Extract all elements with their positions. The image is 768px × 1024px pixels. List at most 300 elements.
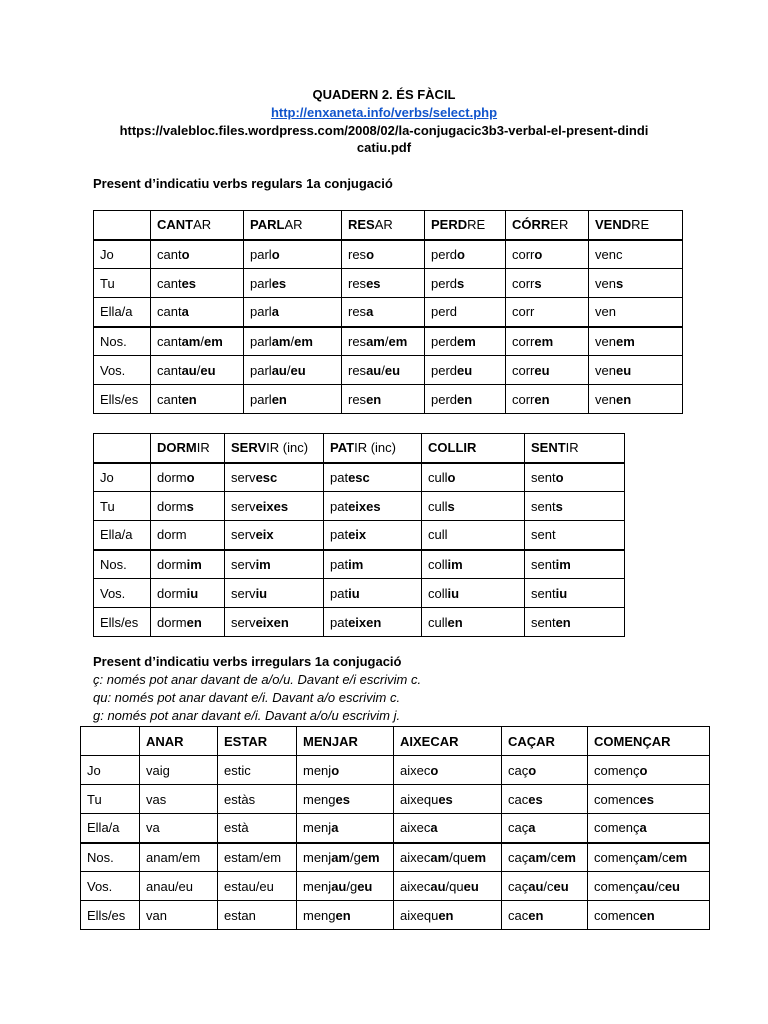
stem-text: / bbox=[286, 362, 291, 378]
conjugation-cell bbox=[394, 814, 502, 843]
ending-text: es bbox=[438, 791, 453, 807]
stem-text: corr bbox=[512, 304, 535, 320]
stem-text: aixec bbox=[400, 762, 431, 778]
stem-text: pat bbox=[330, 527, 349, 543]
ending-text: au bbox=[366, 362, 382, 378]
stem-text: caç bbox=[508, 878, 529, 894]
conjugation-cell bbox=[225, 579, 324, 608]
stem-text: cull bbox=[428, 614, 448, 630]
ending-text: iu bbox=[186, 585, 199, 601]
table-row bbox=[81, 872, 710, 901]
ending-text: em bbox=[360, 849, 380, 865]
stem-text: meng bbox=[303, 907, 336, 923]
verb-header-cell bbox=[151, 211, 244, 240]
conjugation-cell bbox=[324, 463, 422, 492]
stem-text: sent bbox=[531, 527, 556, 543]
ending-text: es bbox=[639, 791, 654, 807]
verb-header-cell bbox=[297, 727, 394, 756]
pronoun-cell: Tu bbox=[94, 269, 151, 298]
conjugation-cell bbox=[506, 269, 589, 298]
stem-text: venc bbox=[595, 246, 623, 262]
stem-text: comenc bbox=[594, 791, 640, 807]
conjugation-cell bbox=[506, 240, 589, 269]
verb-header-cell bbox=[589, 211, 683, 240]
ending-text: em bbox=[457, 333, 476, 349]
conjugation-cell bbox=[589, 269, 683, 298]
conjugation-cell bbox=[394, 901, 502, 930]
stem-text: dorm bbox=[157, 527, 187, 543]
ending-text: em bbox=[204, 333, 223, 349]
stem-text: res bbox=[348, 362, 367, 378]
stem-text: serv bbox=[231, 585, 256, 601]
conjugation-cell bbox=[525, 492, 625, 521]
stem-text: menj bbox=[303, 762, 332, 778]
pronoun-cell: Vos. bbox=[81, 872, 140, 901]
stem-text: estàs bbox=[224, 791, 256, 807]
stem-text: res bbox=[348, 333, 367, 349]
stem-text: cant bbox=[157, 333, 182, 349]
ending-text: en bbox=[181, 391, 197, 407]
ending-text: o bbox=[528, 762, 537, 778]
conjugation-cell bbox=[502, 814, 588, 843]
stem-text: cant bbox=[157, 275, 182, 291]
ending-text: s bbox=[457, 275, 465, 291]
note-qu: qu: només pot anar davant e/i. Davant a/o escrivim c. bbox=[93, 690, 401, 705]
ending-text: s bbox=[615, 275, 624, 291]
stem-text: començ bbox=[594, 762, 640, 778]
verb-header-cell bbox=[140, 727, 218, 756]
conjugation-cell bbox=[588, 872, 710, 901]
conjugation-cell bbox=[218, 872, 297, 901]
ending-text: em bbox=[294, 333, 313, 349]
stem-text: serv bbox=[231, 556, 256, 572]
stem-text: ER bbox=[550, 217, 569, 233]
stem-text: dorm bbox=[157, 556, 187, 572]
pronoun-cell: Jo bbox=[94, 463, 151, 492]
stem-text: comenc bbox=[594, 907, 640, 923]
conjugation-cell bbox=[422, 521, 525, 550]
stem-text: perd bbox=[431, 246, 458, 262]
corner-cell bbox=[94, 434, 151, 463]
ending-text: eu bbox=[664, 878, 680, 894]
stem-text: corr bbox=[512, 333, 535, 349]
note-g: g: només pot anar davant e/i. Davant a/o/u escrivim j. bbox=[93, 708, 401, 723]
stem-text: res bbox=[348, 246, 367, 262]
stem-text: RE bbox=[631, 217, 650, 233]
stem-text: / bbox=[384, 333, 389, 349]
conjugation-cell bbox=[297, 872, 394, 901]
ending-text: im bbox=[348, 556, 364, 572]
ending-text: o bbox=[555, 469, 564, 485]
conjugation-cell bbox=[422, 608, 525, 637]
conjugation-cell bbox=[140, 785, 218, 814]
table-row bbox=[94, 579, 625, 608]
conjugation-cell bbox=[425, 298, 506, 327]
ending-text: eu bbox=[200, 362, 216, 378]
stem-text: cant bbox=[157, 362, 182, 378]
conjugation-cell bbox=[151, 269, 244, 298]
ending-text: iu bbox=[348, 585, 360, 601]
stem-text: començ bbox=[594, 878, 640, 894]
ending-text: en bbox=[528, 907, 544, 923]
ending-text: em bbox=[615, 333, 635, 349]
stem-text: parl bbox=[250, 333, 272, 349]
stem-text: perd bbox=[431, 333, 458, 349]
stem-text: IR (inc) bbox=[354, 440, 396, 456]
ending-text: em bbox=[534, 333, 554, 349]
conjugation-cell bbox=[140, 756, 218, 785]
pronoun-cell: Tu bbox=[81, 785, 140, 814]
stem-text: vaig bbox=[146, 762, 170, 778]
stem-text: cull bbox=[428, 469, 448, 485]
stem-text: serv bbox=[231, 469, 256, 485]
conjugation-cell bbox=[506, 356, 589, 385]
table-row bbox=[94, 327, 683, 356]
table-row bbox=[94, 521, 625, 550]
ending-text: s bbox=[534, 275, 542, 291]
ending-text: VEND bbox=[595, 217, 632, 233]
stem-text: cant bbox=[157, 304, 182, 320]
stem-text: pat bbox=[330, 614, 349, 630]
ending-text: esc bbox=[255, 469, 278, 485]
stem-text: menj bbox=[303, 820, 332, 836]
table-row bbox=[94, 492, 625, 521]
pronoun-cell: Jo bbox=[94, 240, 151, 269]
ending-text: PERD bbox=[431, 217, 468, 233]
stem-text: dorm bbox=[157, 585, 187, 601]
stem-text: menj bbox=[303, 849, 332, 865]
stem-text: / bbox=[200, 333, 204, 349]
conjugation-cell bbox=[394, 756, 502, 785]
stem-text: IR bbox=[565, 440, 579, 456]
conjugation-cell bbox=[244, 298, 342, 327]
verb-header-cell bbox=[244, 211, 342, 240]
ending-text: au bbox=[331, 878, 347, 894]
ending-text: em bbox=[668, 849, 688, 865]
ending-text: s bbox=[186, 498, 194, 514]
ending-text: o bbox=[271, 246, 280, 262]
conjugation-cell bbox=[151, 298, 244, 327]
pronoun-cell: Nos. bbox=[81, 843, 140, 872]
conjugation-cell bbox=[151, 550, 225, 579]
stem-text: dorm bbox=[157, 614, 187, 630]
pronoun-cell: Ells/es bbox=[81, 901, 140, 930]
stem-text: meng bbox=[303, 791, 336, 807]
ending-text: en bbox=[639, 907, 655, 923]
conjugation-cell bbox=[525, 550, 625, 579]
ending-text: a bbox=[639, 820, 647, 836]
stem-text: van bbox=[146, 907, 167, 923]
conjugation-cell bbox=[422, 463, 525, 492]
stem-text: serv bbox=[231, 614, 256, 630]
verb-header-cell bbox=[342, 211, 425, 240]
conjugation-cell bbox=[525, 579, 625, 608]
conjugation-cell bbox=[297, 843, 394, 872]
ending-text: a bbox=[271, 304, 279, 320]
conjugation-cell bbox=[297, 814, 394, 843]
conjugation-cell bbox=[218, 814, 297, 843]
stem-text: pat bbox=[330, 498, 349, 514]
table-row bbox=[94, 463, 625, 492]
conjugation-cell bbox=[297, 756, 394, 785]
note-c-cedilla: ç: només pot anar davant de a/o/u. Davant e/i escrivim c. bbox=[93, 672, 422, 687]
stem-text: cull bbox=[428, 498, 448, 514]
ending-text: eu bbox=[615, 362, 632, 378]
conjugation-cell bbox=[525, 463, 625, 492]
verb-header-cell bbox=[151, 434, 225, 463]
header-row bbox=[94, 434, 625, 463]
conjugation-cell bbox=[394, 872, 502, 901]
header-row bbox=[94, 211, 683, 240]
stem-text: dorm bbox=[157, 498, 187, 514]
verb-header-cell bbox=[425, 211, 506, 240]
stem-text: pat bbox=[330, 585, 349, 601]
conjugation-cell bbox=[151, 463, 225, 492]
stem-text: corr bbox=[512, 391, 535, 407]
regular-verbs-table bbox=[93, 210, 683, 414]
conjugation-cell bbox=[588, 901, 710, 930]
ending-text: o bbox=[366, 246, 375, 262]
corner-cell bbox=[81, 727, 140, 756]
ending-text: esc bbox=[348, 469, 370, 485]
ending-text: en bbox=[555, 614, 571, 630]
stem-text: cac bbox=[508, 907, 529, 923]
verb-header-cell bbox=[502, 727, 588, 756]
ending-text: eu bbox=[384, 362, 401, 378]
ending-text: eix bbox=[348, 527, 367, 543]
table-row bbox=[94, 298, 683, 327]
ending-text: ESTAR bbox=[224, 733, 268, 749]
verb-header-cell bbox=[394, 727, 502, 756]
conjugation-cell bbox=[425, 356, 506, 385]
pronoun-cell: Ells/es bbox=[94, 385, 151, 414]
pronoun-cell: Ella/a bbox=[94, 521, 151, 550]
conjugation-cell bbox=[589, 298, 683, 327]
stem-text: pat bbox=[330, 556, 349, 572]
ending-text: a bbox=[331, 820, 339, 836]
ending-text: eixes bbox=[255, 498, 289, 514]
link-valebloc-line2: catiu.pdf bbox=[356, 140, 412, 155]
pronoun-cell: Nos. bbox=[94, 550, 151, 579]
ending-text: en bbox=[615, 391, 632, 407]
ending-text: es bbox=[271, 275, 287, 291]
pronoun-cell: Ells/es bbox=[94, 608, 151, 637]
stem-text: començ bbox=[594, 849, 640, 865]
conjugation-cell bbox=[225, 550, 324, 579]
ending-text: CÓRR bbox=[512, 217, 551, 233]
stem-text: / bbox=[196, 362, 201, 378]
conjugation-cell bbox=[244, 356, 342, 385]
conjugation-cell bbox=[218, 756, 297, 785]
stem-text: /qu bbox=[445, 878, 464, 894]
ending-text: en bbox=[438, 907, 454, 923]
table-row bbox=[81, 785, 710, 814]
table-row bbox=[94, 240, 683, 269]
conjugation-cell bbox=[502, 872, 588, 901]
stem-text: parl bbox=[250, 362, 272, 378]
ending-text: em bbox=[467, 849, 487, 865]
stem-text: està bbox=[224, 820, 249, 836]
ending-text: im bbox=[255, 556, 271, 572]
stem-text: parl bbox=[250, 304, 272, 320]
stem-text: cac bbox=[508, 791, 529, 807]
table-row bbox=[81, 814, 710, 843]
conjugation-cell bbox=[425, 327, 506, 356]
ending-text: es bbox=[528, 791, 543, 807]
link-valebloc-line1: https://valebloc.files.wordpress.com/2008/02/la-conjugacic3b3-verbal-el-present-dindi bbox=[119, 123, 649, 138]
conjugation-cell bbox=[218, 843, 297, 872]
pronoun-cell: Vos. bbox=[94, 356, 151, 385]
ending-text: PARL bbox=[250, 217, 285, 233]
stem-text: RE bbox=[467, 217, 486, 233]
stem-text: estau/eu bbox=[224, 878, 274, 894]
stem-text: / bbox=[290, 333, 295, 349]
ending-text: eixes bbox=[348, 498, 381, 514]
conjugation-cell bbox=[342, 298, 425, 327]
conjugation-cell bbox=[151, 385, 244, 414]
corner-cell bbox=[94, 211, 151, 240]
ending-text: es bbox=[181, 275, 197, 291]
conjugation-cell bbox=[151, 240, 244, 269]
conjugation-cell bbox=[244, 240, 342, 269]
conjugation-cell bbox=[244, 269, 342, 298]
pronoun-cell: Tu bbox=[94, 492, 151, 521]
stem-text: aixec bbox=[400, 820, 431, 836]
verb-header-cell bbox=[506, 211, 589, 240]
conjugation-cell bbox=[588, 814, 710, 843]
table-row bbox=[81, 843, 710, 872]
table-row bbox=[81, 756, 710, 785]
link-enxaneta[interactable]: http://enxaneta.info/verbs/select.php bbox=[270, 105, 498, 120]
stem-text: aixec bbox=[400, 849, 431, 865]
ending-text: im bbox=[186, 556, 202, 572]
stem-text: estam/em bbox=[224, 849, 282, 865]
conjugation-cell bbox=[506, 298, 589, 327]
conjugation-cell bbox=[425, 269, 506, 298]
ending-text: eu bbox=[463, 878, 479, 894]
stem-text: sent bbox=[531, 614, 556, 630]
stem-text: /c bbox=[543, 878, 554, 894]
conjugation-cell bbox=[502, 843, 588, 872]
conjugation-cell bbox=[425, 385, 506, 414]
ending-text: en bbox=[457, 391, 473, 407]
conjugation-cell bbox=[525, 521, 625, 550]
ending-text: en bbox=[186, 614, 202, 630]
stem-text: perd bbox=[431, 275, 458, 291]
ending-text: eu bbox=[290, 362, 306, 378]
ending-text: am bbox=[181, 333, 201, 349]
stem-text: coll bbox=[428, 556, 448, 572]
ending-text: COLLIR bbox=[428, 440, 477, 456]
ending-text: ANAR bbox=[146, 733, 184, 749]
stem-text: res bbox=[348, 304, 367, 320]
stem-text: serv bbox=[231, 527, 256, 543]
stem-text: /g bbox=[349, 849, 361, 865]
stem-text: aixec bbox=[400, 878, 431, 894]
stem-text: ven bbox=[595, 362, 616, 378]
ending-text: o bbox=[457, 246, 465, 262]
stem-text: /c bbox=[547, 849, 558, 865]
ending-text: s bbox=[555, 498, 563, 514]
stem-text: anam/em bbox=[146, 849, 201, 865]
verb-header-cell bbox=[588, 727, 710, 756]
conjugation-cell bbox=[324, 492, 422, 521]
document-title: QUADERN 2. ÉS FÀCIL bbox=[312, 87, 456, 102]
ending-text: RES bbox=[348, 217, 375, 233]
ending-text: iu bbox=[255, 585, 268, 601]
stem-text: començ bbox=[594, 820, 640, 836]
ending-text: a bbox=[528, 820, 536, 836]
conjugation-cell bbox=[588, 785, 710, 814]
conjugation-cell bbox=[502, 785, 588, 814]
third-conjugation-table bbox=[93, 433, 625, 637]
stem-text: /c bbox=[658, 849, 669, 865]
conjugation-cell bbox=[422, 492, 525, 521]
stem-text: AR bbox=[374, 217, 393, 233]
ending-text: COMENÇAR bbox=[594, 733, 671, 749]
stem-text: aixequ bbox=[400, 791, 439, 807]
stem-text: aixequ bbox=[400, 907, 439, 923]
conjugation-cell bbox=[589, 240, 683, 269]
ending-text: eixen bbox=[255, 614, 289, 630]
stem-text: corr bbox=[512, 246, 535, 262]
conjugation-cell bbox=[297, 901, 394, 930]
ending-text: o bbox=[331, 762, 340, 778]
stem-text: vas bbox=[146, 791, 167, 807]
ending-text: o bbox=[447, 469, 456, 485]
verb-header-cell bbox=[218, 727, 297, 756]
stem-text: parl bbox=[250, 275, 272, 291]
ending-text: en bbox=[534, 391, 550, 407]
stem-text: res bbox=[348, 391, 367, 407]
conjugation-cell bbox=[225, 463, 324, 492]
stem-text: /g bbox=[346, 878, 358, 894]
ending-text: em bbox=[557, 849, 576, 865]
conjugation-cell bbox=[589, 356, 683, 385]
conjugation-cell bbox=[588, 756, 710, 785]
stem-text: perd bbox=[431, 304, 458, 320]
pronoun-cell: Ella/a bbox=[94, 298, 151, 327]
conjugation-cell bbox=[588, 843, 710, 872]
ending-text: o bbox=[186, 469, 195, 485]
ending-text: eix bbox=[255, 527, 274, 543]
section-irregular-title: Present d’indicatiu verbs irregulars 1a conjugació bbox=[93, 654, 402, 669]
conjugation-cell bbox=[506, 385, 589, 414]
stem-text: perd bbox=[431, 362, 458, 378]
ending-text: am bbox=[271, 333, 291, 349]
stem-text: res bbox=[348, 275, 367, 291]
stem-text: anau/eu bbox=[146, 878, 193, 894]
conjugation-cell bbox=[324, 521, 422, 550]
stem-text: ven bbox=[595, 275, 616, 291]
stem-text: serv bbox=[231, 498, 256, 514]
conjugation-cell bbox=[324, 608, 422, 637]
verb-header-cell bbox=[422, 434, 525, 463]
verb-header-cell bbox=[324, 434, 422, 463]
conjugation-cell bbox=[342, 356, 425, 385]
ending-text: a bbox=[366, 304, 374, 320]
conjugation-cell bbox=[244, 327, 342, 356]
stem-text: sent bbox=[531, 469, 556, 485]
stem-text: estic bbox=[224, 762, 251, 778]
stem-text: AR bbox=[284, 217, 303, 233]
stem-text: menj bbox=[303, 878, 332, 894]
verb-header-cell bbox=[225, 434, 324, 463]
table-row bbox=[94, 356, 683, 385]
ending-text: en bbox=[335, 907, 351, 923]
ending-text: iu bbox=[447, 585, 460, 601]
ending-text: im bbox=[447, 556, 463, 572]
